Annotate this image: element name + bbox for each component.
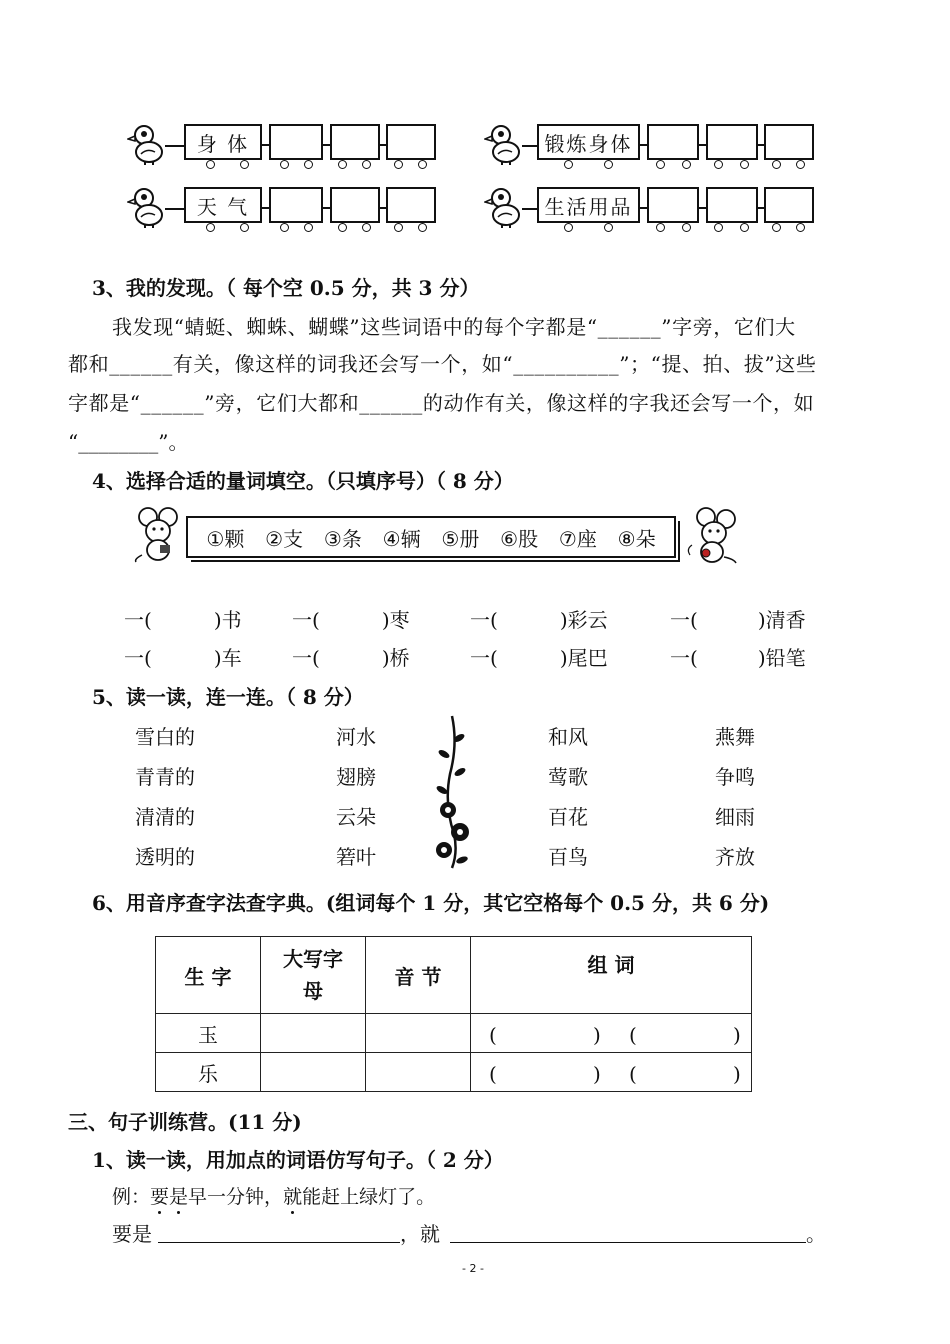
q4-item: 一( )书 (124, 608, 242, 632)
train-blank-car[interactable] (269, 124, 323, 160)
train-blank-car[interactable] (330, 124, 380, 160)
q4-item: 一( )车 (124, 646, 242, 670)
q3-heading: 3、我的发现。（ 每个空 0.5 分，共 3 分） (92, 276, 480, 300)
q3-line-4: “________”。 (68, 430, 189, 454)
duck-icon (484, 124, 524, 166)
match-word[interactable]: 雪白的 (135, 725, 195, 749)
match-word[interactable]: 透明的 (135, 845, 195, 869)
option-7: ⑦座 (558, 526, 597, 551)
match-word[interactable]: 和风 (548, 725, 588, 749)
match-word[interactable]: 齐放 (715, 845, 755, 869)
match-word[interactable]: 河水 (336, 725, 376, 749)
mouse-icon (132, 505, 184, 563)
option-8: ⑧朵 (617, 526, 656, 551)
fill-comma-jiu: ，就 (400, 1222, 440, 1246)
q4-item: 一( )枣 (292, 608, 410, 632)
match-word[interactable]: 细雨 (715, 805, 755, 829)
match-word[interactable]: 云朵 (336, 805, 376, 829)
q5-heading: 5、读一读，连一连。（ 8 分） (92, 685, 364, 709)
q4-item: 一( )清香 (670, 608, 806, 632)
train-label-car: 身 体 (184, 124, 262, 160)
duck-icon (127, 124, 167, 166)
match-word[interactable]: 争鸣 (715, 765, 755, 789)
dictionary-table (155, 936, 752, 1092)
train-blank-car[interactable] (386, 187, 436, 223)
train-blank-car[interactable] (330, 187, 380, 223)
letter-cell[interactable] (261, 1014, 366, 1053)
header-syllable: 音 节 (366, 937, 471, 1014)
fill-end: 。 (806, 1222, 826, 1246)
q4-item: 一( )桥 (292, 646, 410, 670)
words-cell[interactable]: ( ) ( ) (471, 1053, 752, 1092)
option-4: ④辆 (382, 526, 421, 551)
duck-icon (484, 187, 524, 229)
fill-sentence: 要是 (112, 1222, 152, 1246)
q3-line-3: 字都是“______”旁，它们大都和______的动作有关，像这样的字我还会写一个，如 (68, 391, 815, 415)
match-word[interactable]: 莺歌 (548, 765, 588, 789)
train-blank-car[interactable] (706, 187, 758, 223)
q4-item: 一( )铅笔 (670, 646, 806, 670)
option-2: ②支 (265, 526, 304, 551)
match-word[interactable]: 翅膀 (336, 765, 376, 789)
header-words: 组 词 (471, 937, 752, 1014)
train-blank-car[interactable] (764, 124, 814, 160)
train-label-car: 生活用品 (537, 187, 640, 223)
match-word[interactable]: 青青的 (135, 765, 195, 789)
syllable-cell[interactable] (366, 1014, 471, 1053)
row-char: 乐 (156, 1053, 261, 1092)
option-1: ①颗 (206, 526, 245, 551)
q3-line-1: 我发现“蜻蜓、蜘蛛、蝴蝶”这些词语中的每个字都是“______”字旁，它们大 (112, 315, 796, 339)
header-letter: 大写字 母 (261, 937, 366, 1014)
option-6: ⑥股 (500, 526, 539, 551)
fill-blank-1[interactable] (158, 1242, 400, 1243)
fill-blank-2[interactable] (450, 1242, 806, 1243)
option-3: ③条 (323, 526, 362, 551)
page-number: - 2 - (462, 1262, 484, 1275)
q4-answer-slot[interactable] (160, 610, 210, 630)
match-word[interactable]: 燕舞 (715, 725, 755, 749)
match-word[interactable]: 箬叶 (336, 845, 376, 869)
s3-q1-heading: 1、读一读，用加点的词语仿写句子。（ 2 分） (92, 1148, 504, 1172)
train-blank-car[interactable] (706, 124, 758, 160)
train-label-car: 天 气 (184, 187, 262, 223)
train-blank-car[interactable] (269, 187, 323, 223)
q3-line-2: 都和______有关，像这样的词我还会写一个，如“__________”；“提、拍、拔”这些 (68, 352, 817, 376)
row-char: 玉 (156, 1014, 261, 1053)
classifier-options-box (186, 516, 676, 558)
q4-heading: 4、选择合适的量词填空。（只填序号）（ 8 分） (92, 469, 514, 493)
example-sentence: 例：要是早一分钟，就能赶上绿灯了。 (112, 1186, 436, 1208)
q6-heading: 6、用音序查字法查字典。(组词每个 1 分，其它空格每个 0.5 分，共 6 分) (92, 891, 770, 915)
train-label-car: 锻炼身体 (537, 124, 640, 160)
syllable-cell[interactable] (366, 1053, 471, 1092)
match-word[interactable]: 百花 (548, 805, 588, 829)
match-word[interactable]: 百鸟 (548, 845, 588, 869)
train-blank-car[interactable] (764, 187, 814, 223)
train-blank-car[interactable] (647, 124, 699, 160)
words-cell[interactable]: ( ) ( ) (471, 1014, 752, 1053)
header-char: 生 字 (156, 937, 261, 1014)
match-word[interactable]: 清清的 (135, 805, 195, 829)
duck-icon (127, 187, 167, 229)
section-3-heading: 三、句子训练营。(11 分) (68, 1110, 302, 1134)
train-blank-car[interactable] (647, 187, 699, 223)
mouse-icon (684, 505, 740, 565)
q4-item: 一( )尾巴 (470, 646, 608, 670)
train-blank-car[interactable] (386, 124, 436, 160)
q4-item: 一( )彩云 (470, 608, 608, 632)
flower-vine-icon (432, 714, 474, 870)
letter-cell[interactable] (261, 1053, 366, 1092)
option-5: ⑤册 (441, 526, 480, 551)
